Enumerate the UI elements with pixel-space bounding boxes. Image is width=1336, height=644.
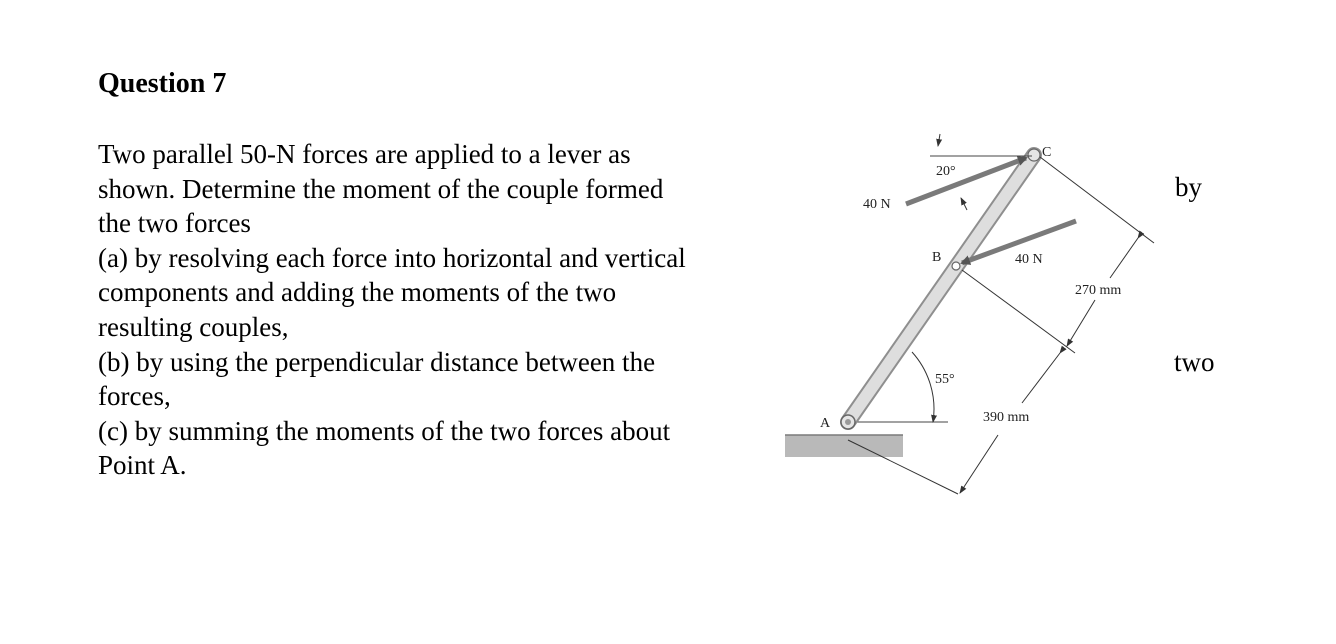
- dim-line-lower-end: [960, 435, 998, 493]
- question-line: (b) by using the perpendicular distance between the: [98, 346, 656, 377]
- question-line: resulting couples,: [98, 311, 289, 342]
- pin-b: [952, 262, 960, 270]
- angle-tick-bottom: [961, 198, 967, 210]
- question-line: Two parallel 50-N forces are applied to a lever as: [98, 139, 631, 169]
- question-line: the two forces: [98, 208, 251, 239]
- label-point-a: A: [820, 416, 831, 431]
- pin-c: [1028, 149, 1040, 161]
- dim-line-upper-lower: [1067, 300, 1095, 346]
- question-title: Question 7: [98, 68, 227, 99]
- question-line: components and adding the moments of the two: [98, 277, 617, 308]
- label-angle-base: 55°: [935, 372, 955, 387]
- pin-a-center: [845, 419, 851, 425]
- dim-line-upper: [1110, 238, 1138, 278]
- label-force-lower: 40 N: [1015, 252, 1043, 267]
- question-line: (a) by resolving each force into horizontal and vertical: [98, 242, 686, 273]
- dim-line-lower: [1022, 353, 1060, 403]
- label-point-c: C: [1042, 145, 1052, 160]
- angle-arc-55: [912, 352, 934, 422]
- dim-extension-b: [962, 270, 1075, 353]
- lever-figure: [770, 120, 1170, 510]
- label-angle-top: 20°: [936, 164, 956, 179]
- label-force-upper: 40 N: [863, 197, 891, 212]
- question-body: [98, 137, 778, 483]
- stray-word-by: by: [1175, 172, 1202, 202]
- angle-tick-top: [938, 134, 940, 146]
- label-dim-upper: 270 mm: [1075, 283, 1122, 298]
- label-dim-lower: 390 mm: [983, 410, 1030, 425]
- stray-word-two: two: [1174, 347, 1215, 377]
- label-point-b: B: [932, 250, 942, 265]
- question-line: forces,: [98, 381, 171, 412]
- question-line: (c) by summing the moments of the two forces about: [98, 415, 671, 446]
- lever-diagram: [770, 120, 1170, 510]
- ground-support: [785, 435, 903, 457]
- question-line: Point A.: [98, 450, 187, 481]
- question-line: shown. Determine the moment of the couple formed: [98, 173, 664, 204]
